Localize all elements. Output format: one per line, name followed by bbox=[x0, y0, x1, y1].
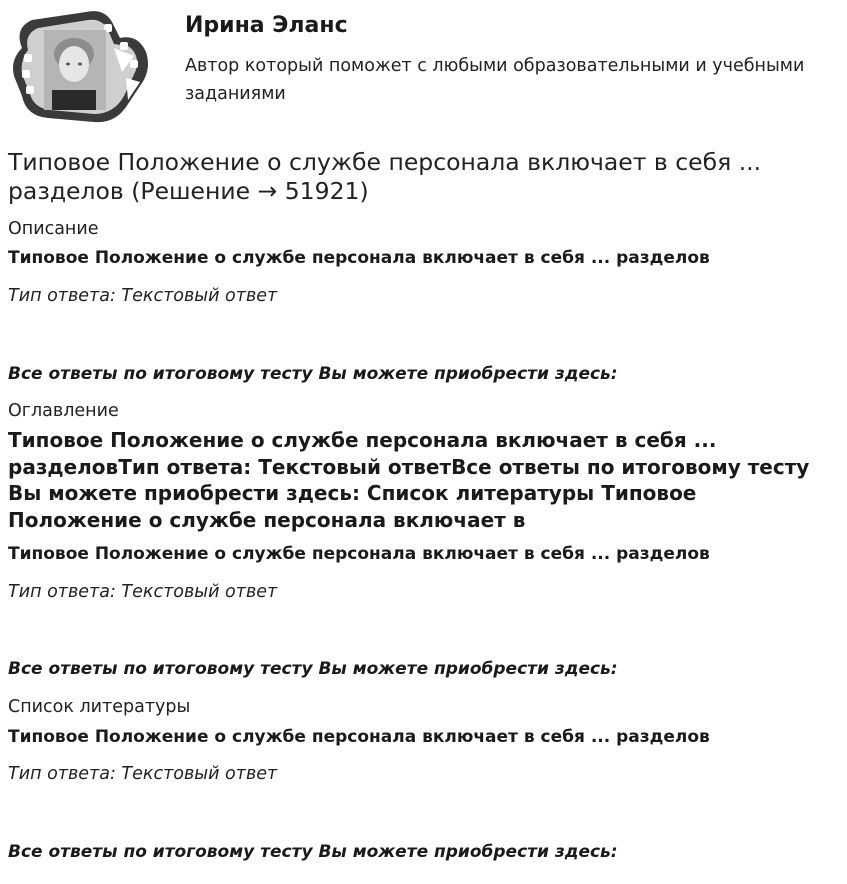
buy-note: Все ответы по итоговому тесту Вы можете приобрести здесь: bbox=[8, 659, 618, 679]
answer-type: Тип ответа: Текстовый ответ bbox=[8, 764, 278, 784]
author-avatar[interactable] bbox=[8, 8, 150, 126]
toc-summary: Типовое Положение о службе персонала включает в себя ... разделовТип ответа: Текстовый ответВсе ответы по итоговому тесту Вы можете приобрести здесь: Список литературы Типовое Положение о службе персонала включает в bbox=[8, 428, 810, 532]
buy-note: Все ответы по итоговому тесту Вы можете приобрести здесь: bbox=[8, 842, 618, 862]
author-photo bbox=[44, 30, 106, 110]
question-text: Типовое Положение о службе персонала включает в себя ... разделов bbox=[8, 248, 710, 268]
question-text: Типовое Положение о службе персонала включает в себя ... разделов bbox=[8, 544, 710, 564]
section-heading-literature: Список литературы bbox=[8, 697, 191, 717]
author-card bbox=[0, 0, 847, 130]
buy-note: Все ответы по итоговому тесту Вы можете приобрести здесь: bbox=[8, 364, 618, 384]
section-heading-description: Описание bbox=[8, 219, 99, 239]
section-heading-toc: Оглавление bbox=[8, 401, 119, 421]
author-name[interactable]: Ирина Эланс bbox=[185, 13, 348, 38]
answer-type: Тип ответа: Текстовый ответ bbox=[8, 286, 278, 306]
answer-type: Тип ответа: Текстовый ответ bbox=[8, 582, 278, 602]
page-title: Типовое Положение о службе персонала включает в себя ... разделов (Решение → 51921) bbox=[8, 148, 762, 205]
question-text: Типовое Положение о службе персонала включает в себя ... разделов bbox=[8, 727, 710, 747]
author-description: Автор который поможет с любыми образовательными и учебными заданиями bbox=[185, 56, 805, 104]
